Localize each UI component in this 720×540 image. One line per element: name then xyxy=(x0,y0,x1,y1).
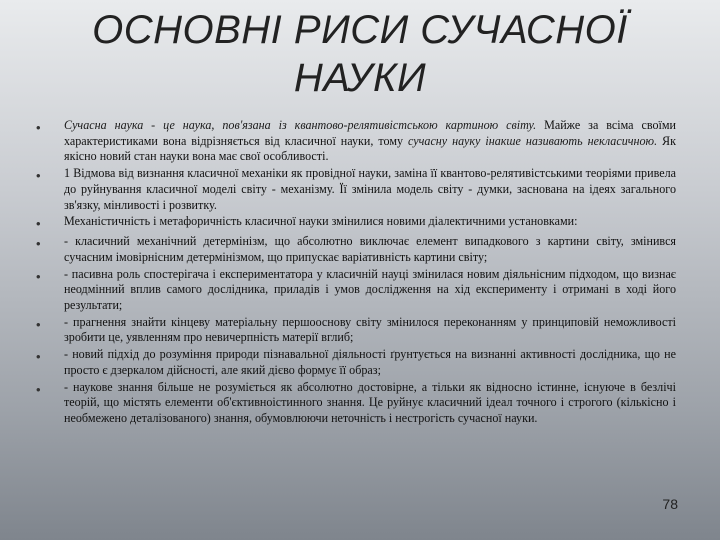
paragraph-3: - класичний механічний детермінізм, що абсолютно виключає елемент випадкового з картини світу, змінився сучасним імовірнісним детермінізмом, що припускає варіативність картини світу; xyxy=(64,234,676,264)
intro-emphasis-nonclassical: сучасну науку інакше називають некласичною. xyxy=(407,133,658,148)
paragraph-4: - пасивна роль спостерігача і експериментатора у класичній науці змінилася новим діяльнісним підходом, що визнає неодмінний вплив самого дослідника, приладів і умов дослідження на хід експерименту і отримані в ході його результати; xyxy=(64,266,676,313)
list-item xyxy=(36,380,676,427)
paragraph-5: - прагнення знайти кінцеву матеріальну першооснову світу змінилося переконанням у принциповій неможливості зробити це, уявленням про невичерпність матерії вглиб; xyxy=(64,314,676,345)
list-item xyxy=(36,118,676,165)
bullet-icon: • xyxy=(36,236,41,252)
paragraph-1: 1 Відмова від визнання класичної механіки як провідної науки, заміна її квантово-релятивістськими теоріями привела до руйнування класичної моделі світу - механізму. Її змінила модель світу - думки, заснована на ідеях загального зв'язку, мінливості і розвитку. xyxy=(64,166,676,212)
paragraph-2: Механістичність і метафоричність класичної науки змінилися новими діалектичними установками: xyxy=(64,214,578,229)
bullet-icon: • xyxy=(36,268,41,284)
list-item xyxy=(36,267,676,314)
bullet-icon: • xyxy=(36,349,41,365)
bullet-icon: • xyxy=(36,381,41,397)
paragraph-6: - новий підхід до розуміння природи пізнавальної діяльності ґрунтується на визнанні активності дослідника, що не просто є дзеркалом дійсності, але який дієво формує її образ; xyxy=(64,347,676,377)
list-item xyxy=(36,347,676,378)
intro-text-2: Як якісно новий стан науки вона має свої особливості. xyxy=(64,133,676,164)
paragraph-intro xyxy=(64,118,676,165)
bullet-icon: • xyxy=(36,168,41,184)
bullet-icon: • xyxy=(36,120,41,135)
list-item xyxy=(36,315,676,346)
list-item xyxy=(36,166,676,213)
list-item xyxy=(36,234,676,265)
bullet-icon: • xyxy=(36,316,41,332)
title-line-1: ОСНОВНІ РИСИ СУЧАСНОЇ xyxy=(92,8,628,52)
page-number: 78 xyxy=(662,496,678,512)
list-item xyxy=(36,214,676,233)
title-line-2: НАУКИ xyxy=(293,56,427,100)
paragraph-7: - наукове знання більше не розуміється як абсолютно достовірне, а тільки як відносно істинне, існуюче в безлічі теорій, що містять елементи об'єктивноістинного знання. Це руйнує класичний ідеал точного і строгого (кількісно і необмежено деталізованого) знання, обумовлюючи неточність і нестрогість сучасної науки. xyxy=(64,379,676,425)
intro-emphasis-definition: Сучасна наука - це наука, пов'язана із квантово-релятивістською картиною світу. xyxy=(64,118,537,132)
bullet-icon: • xyxy=(36,216,41,232)
slide-title xyxy=(0,6,720,102)
bullet-list xyxy=(36,118,676,427)
intro-text-1: Майже за всіма своїми характеристиками вона відрізняється від класичної науки, тому xyxy=(64,118,676,148)
